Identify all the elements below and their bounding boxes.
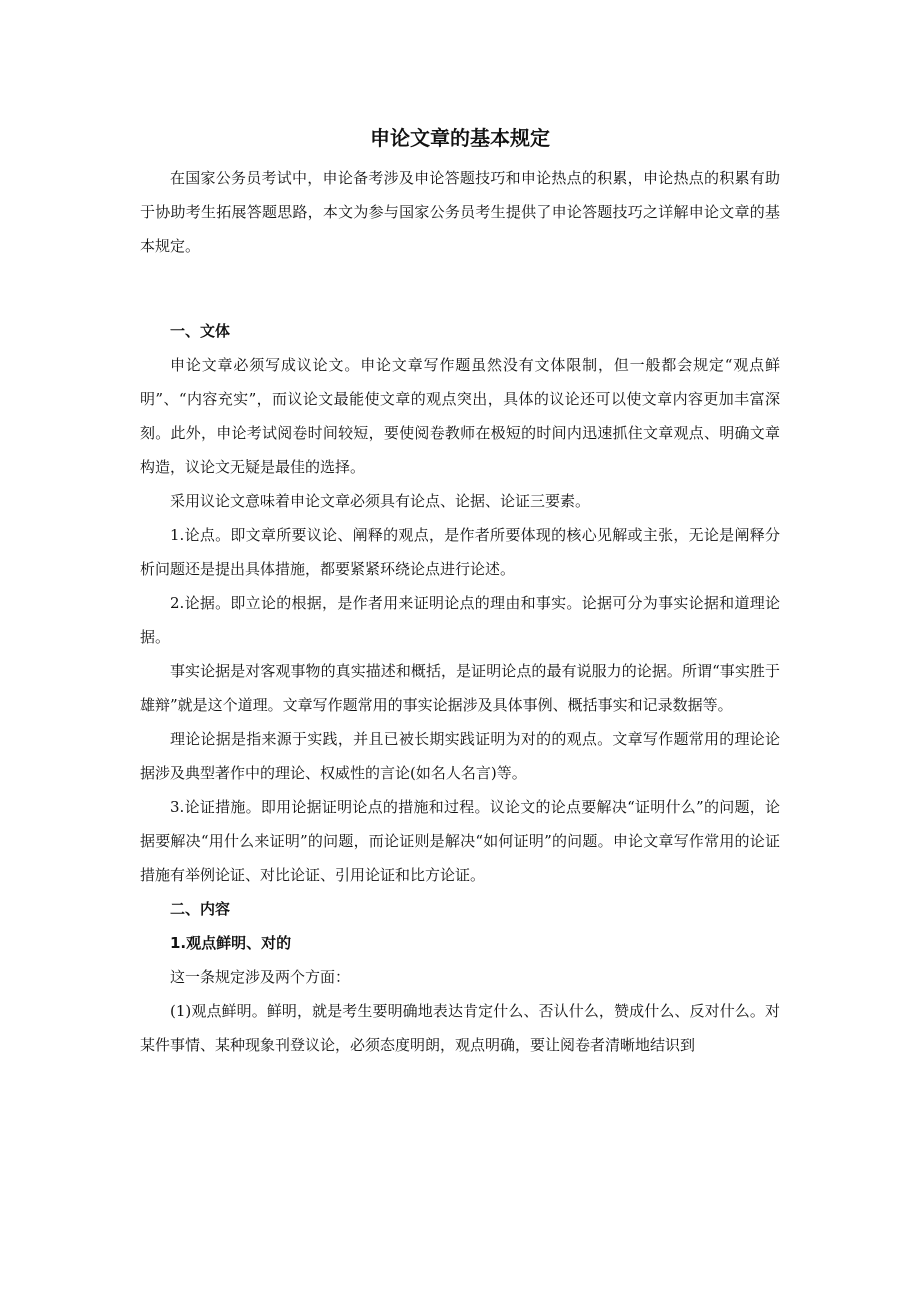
paragraph: 理论论据是指来源于实践，并且已被长期实践证明为对的的观点。文章写作题常用的理论论据涉及典型著作中的理论、权威性的言论(如名人名言)等。 [140,730,780,782]
paragraph: 事实论据是对客观事物的真实描述和概括，是证明论点的最有说服力的论据。所谓“事实胜于雄辩”就是这个道理。文章写作题常用的事实论据涉及具体事例、概括事实和记录数据等。 [140,662,780,714]
section-heading-genre: 一、文体 [170,322,231,340]
subsection-heading: 1.观点鲜明、对的 [170,934,292,952]
paragraph: (1)观点鲜明。鲜明，就是考生要明确地表达肯定什么、否认什么，赞成什么、反对什么。对某件事情、某种现象刊登议论，必须态度明朗，观点明确，要让阅卷者清晰地结识到 [140,1002,780,1054]
main-content [140,314,780,1062]
paragraph: 2.论据。即立论的根据，是作者用来证明论点的理由和事实。论据可分为事实论据和道理论据。 [140,594,780,646]
paragraph: 3.论证措施。即用论据证明论点的措施和过程。议论文的论点要解决“证明什么”的问题，论据要解决“用什么来证明”的问题，而论证则是解决“如何证明”的问题。申论文章写作常用的论证措施有举例论证、对比论证、引用论证和比方论证。 [140,798,780,884]
paragraph: 申论文章必须写成议论文。申论文章写作题虽然没有文体限制，但一般都会规定“观点鲜明”、“内容充实”，而议论文最能使文章的观点突出，具体的议论还可以使文章内容更加丰富深刻。此外，申论考试阅卷时间较短，要使阅卷教师在极短的时间内迅速抓住文章观点、明确文章构造，议论文无疑是最佳的选择。 [140,356,780,476]
document-title: 申论文章的基本规定 [370,126,550,150]
section-heading-content: 二、内容 [170,900,231,918]
intro-section [140,161,780,263]
paragraph: 1.论点。即文章所要议论、阐释的观点，是作者所要体现的核心见解或主张，无论是阐释分析问题还是提出具体措施，都要紧紧环绕论点进行论述。 [140,526,780,578]
paragraph: 这一条规定涉及两个方面： [170,968,351,986]
intro-paragraph: 在国家公务员考试中，申论备考涉及申论答题技巧和申论热点的积累，申论热点的积累有助于协助考生拓展答题思路，本文为参与国家公务员考生提供了申论答题技巧之详解申论文章的基本规定。 [140,169,780,255]
paragraph: 采用议论文意味着申论文章必须具有论点、论据、论证三要素。 [170,492,591,510]
